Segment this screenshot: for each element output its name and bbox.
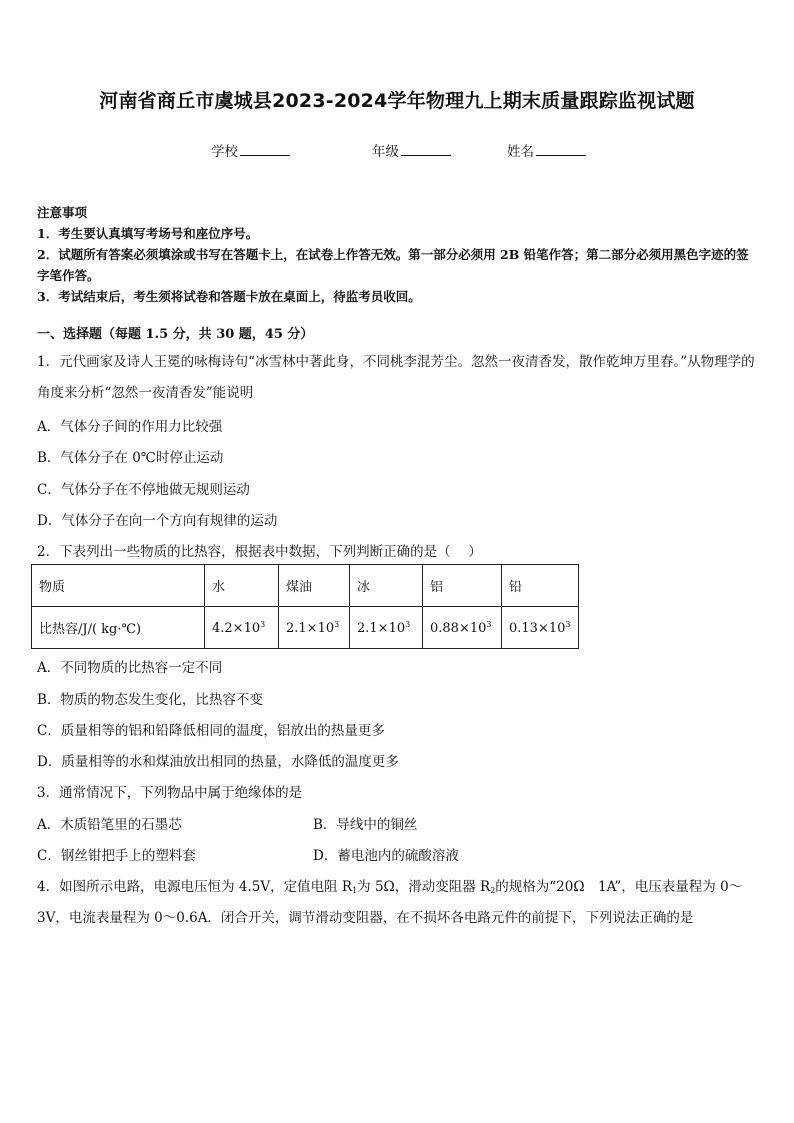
grade-field	[372, 140, 451, 160]
name-blank	[536, 142, 586, 156]
specific-heat-table	[31, 564, 579, 649]
notes-item: 2．试题所有答案必须填涂或书写在答题卡上，在试卷上作答无效。第一部分必须用 2B 铅笔作答；第二部分必须用黑色字迹的签字笔作答。	[37, 247, 749, 283]
grade-blank	[401, 142, 451, 156]
table-cell: 物质	[32, 565, 205, 607]
option-d: D．气体分子在向一个方向有规律的运动	[37, 513, 278, 529]
table-row	[32, 607, 579, 649]
notes-block	[37, 202, 759, 307]
question-stem: 1．元代画家及诗人王冕的咏梅诗句“冰雪林中著此身，不同桃李混芳尘。忽然一夜清香发，散作乾坤万里春。”从物理学的角度来分析“忽然一夜清香发”能说明	[37, 354, 755, 401]
school-label: 学校	[211, 144, 238, 160]
table-cell: 冰	[350, 565, 423, 607]
question-2-stem: 2．下表列出一些物质的比热容，根据表中数据，下列判断正确的是（ ）	[37, 544, 482, 560]
option-c: C．质量相等的铝和铅降低相同的温度，铝放出的热量更多	[37, 723, 385, 739]
table-row-label: 比热容/J/( kg·℃)	[32, 607, 205, 649]
table-cell: $0.88\times 10^3$	[423, 607, 502, 649]
school-field	[211, 140, 290, 160]
notes-heading: 注意事项	[37, 205, 88, 220]
option-c: C．钢丝钳把手上的塑料套	[37, 848, 196, 864]
option-a: A．不同物质的比热容一定不同	[37, 660, 223, 676]
table-cell: $4.2\times 10^3$	[205, 607, 279, 649]
table-cell: $2.1\times 10^3$	[279, 607, 350, 649]
table-cell: 铝	[423, 565, 502, 607]
option-d: D．蓄电池内的硫酸溶液	[313, 848, 459, 864]
option-a: A．木质铅笔里的石墨芯	[37, 817, 182, 833]
table-cell: $2.1\times 10^3$	[350, 607, 423, 649]
name-label: 姓名	[507, 144, 534, 160]
notes-item: 3．考试结束后，考生须将试卷和答题卡放在桌面上，待监考员收回。	[37, 289, 421, 304]
table-cell: $0.13\times 10^3$	[502, 607, 579, 649]
option-b: B．气体分子在 0℃时停止运动	[37, 450, 224, 466]
notes-item: 1．考生要认真填写考场号和座位序号。	[37, 226, 259, 241]
option-a: A．气体分子间的作用力比较强	[37, 419, 223, 435]
option-b: B．导线中的铜丝	[313, 817, 418, 833]
school-blank	[240, 142, 290, 156]
grade-label: 年级	[372, 144, 399, 160]
option-d: D．质量相等的水和煤油放出相同的热量，水降低的温度更多	[37, 754, 399, 770]
question-4-line-1: 4．如图所示电路，电源电压恒为 4.5V，定值电阻 $R_1$为 5Ω，滑动变阻器 $R_2$的规格为“20Ω 1A”，电压表量程为 0～	[37, 879, 743, 895]
table-cell: 煤油	[279, 565, 350, 607]
name-field	[507, 140, 586, 160]
question-3-stem: 3．通常情况下，下列物品中属于绝缘体的是	[37, 785, 303, 801]
option-c: C．气体分子在不停地做无规则运动	[37, 482, 250, 498]
option-b: B．物质的物态发生变化，比热容不变	[37, 692, 263, 708]
question-4-line-2: 3V，电流表量程为 0～0.6A．闭合开关，调节滑动变阻器，在不损坏各电路元件的前提下，下列说法正确的是	[37, 910, 694, 926]
table-cell: 铅	[502, 565, 579, 607]
page-title: 河南省商丘市虞城县2023-2024学年物理九上期末质量跟踪监视试题	[99, 90, 695, 112]
section-heading: 一、选择题（每题 1.5 分，共 30 题，45 分）	[37, 327, 314, 342]
table-cell: 水	[205, 565, 279, 607]
question-1	[37, 347, 759, 409]
table-header-row	[32, 565, 579, 607]
